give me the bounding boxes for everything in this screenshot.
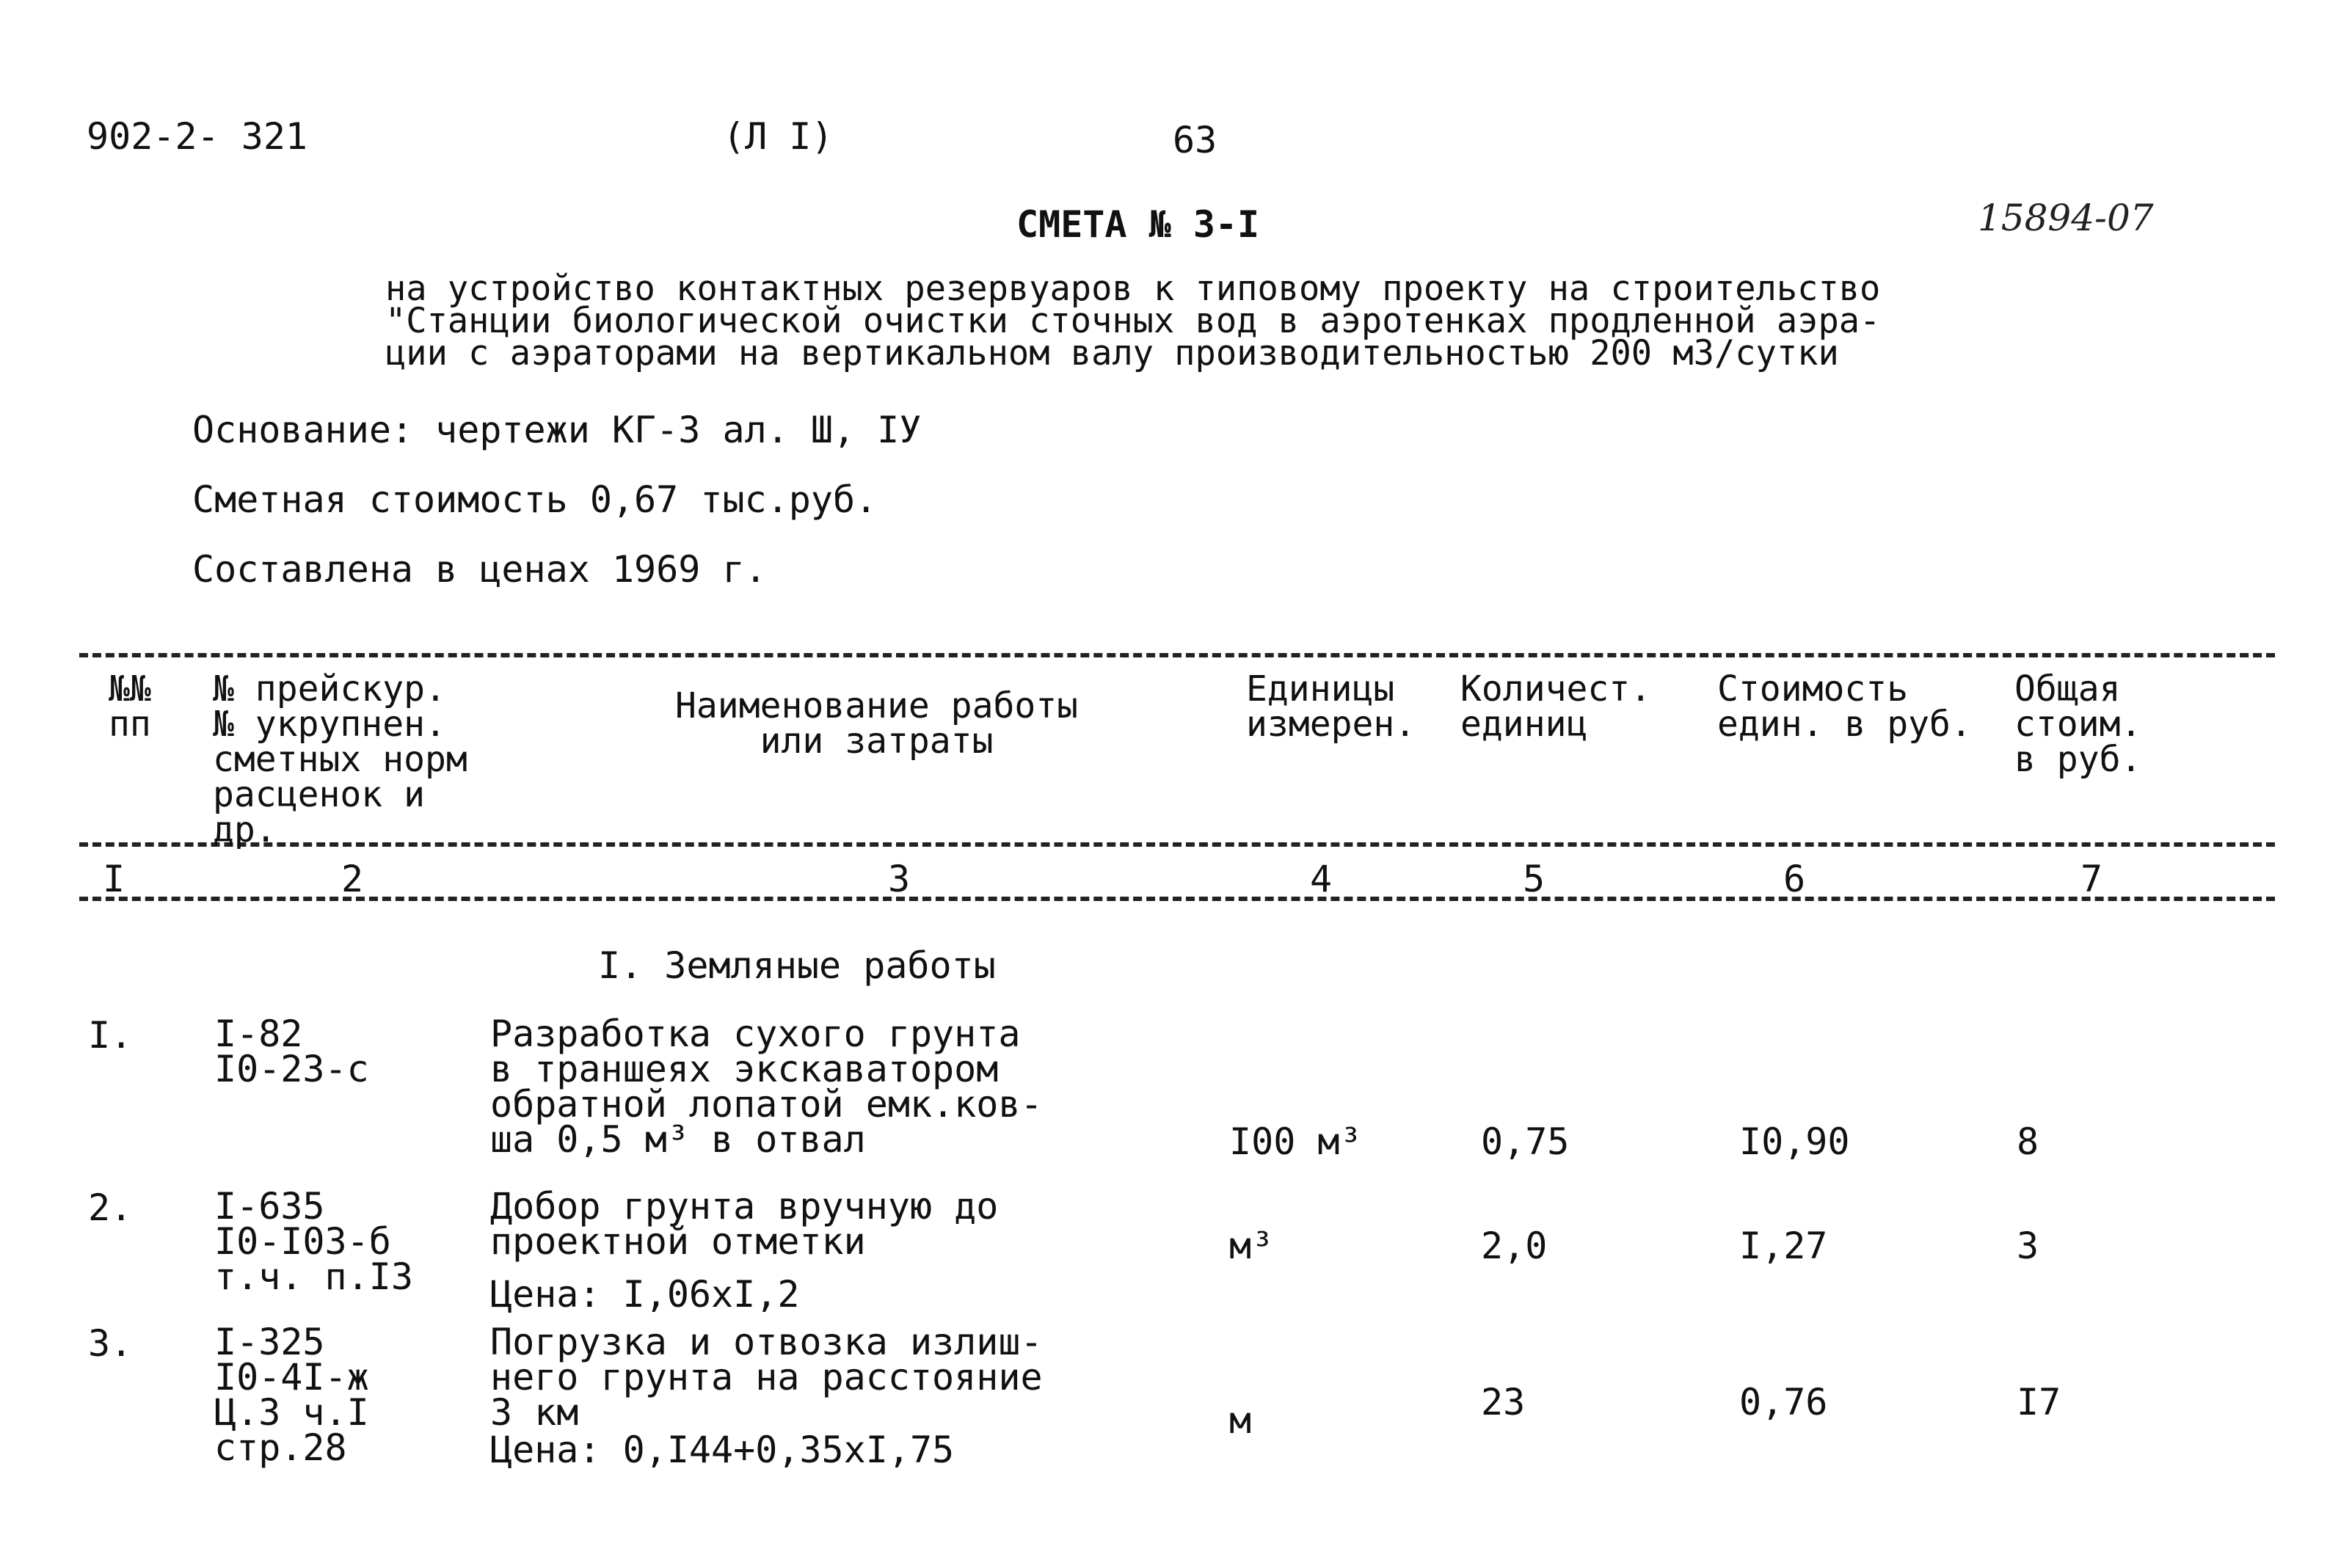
- column-number-1: I: [103, 858, 125, 900]
- section-title: I. Земляные работы: [598, 944, 996, 987]
- document-title: СМЕТА № 3-I: [1016, 203, 1260, 246]
- document-subtitle: [385, 269, 1881, 373]
- row-total: 3: [2017, 1225, 2039, 1267]
- subtitle-line-3: ции с аэраторами на вертикальном валу производительностью 200 м3/сутки: [385, 333, 1839, 373]
- column-number-6: 6: [1783, 858, 1806, 900]
- column-number-2: 2: [341, 858, 364, 900]
- column-number-5: 5: [1523, 858, 1546, 900]
- row-code: I-635 I0-I03-б т.ч. п.I3: [214, 1185, 413, 1298]
- column-number-7: 7: [2080, 858, 2103, 900]
- subtitle-line-2: "Станции биологической очистки сточных вод в аэротенках продленной аэра-: [385, 301, 1881, 341]
- row-number: 3.: [88, 1322, 133, 1365]
- price-level-line: Составлена в ценах 1969 г.: [192, 548, 767, 591]
- row-unit: м³: [1229, 1225, 1274, 1267]
- row-work-name: Разработка сухого грунта в траншеях экскаватором обратной лопатой емк.ков- ша 0,5 м³ в отвал: [490, 1013, 1043, 1161]
- header-total-cost: Общая стоим. в руб.: [2014, 668, 2142, 780]
- row-unit-price: 0,76: [1739, 1381, 1828, 1423]
- header-quantity: Количест. единиц: [1460, 668, 1652, 745]
- row-price-note: Цена: I,06xI,2: [490, 1273, 800, 1316]
- column-number-3: 3: [888, 858, 911, 900]
- table-numbering-rule: [79, 897, 2275, 901]
- header-row-number: №№ пп: [109, 668, 151, 745]
- row-number: 2.: [88, 1186, 133, 1229]
- page-number: 63: [1173, 119, 1217, 161]
- estimated-cost-line: Сметная стоимость 0,67 тыс.руб.: [192, 478, 878, 521]
- document-code: 902-2- 321: [87, 115, 308, 158]
- basis-line: Основание: чертежи КГ-3 ал. Ш, IУ: [192, 409, 922, 451]
- table-top-rule: [79, 653, 2275, 657]
- row-number: I.: [88, 1014, 133, 1057]
- header-pricelist-code: № прейскур. № укрупнен. сметных норм расценок и др.: [213, 668, 467, 850]
- album-number: (Л I): [723, 115, 834, 158]
- row-quantity: 2,0: [1481, 1225, 1548, 1267]
- column-number-4: 4: [1310, 858, 1333, 900]
- row-unit-price: I,27: [1739, 1225, 1828, 1267]
- row-total: I7: [2017, 1381, 2061, 1423]
- row-work-name: Добор грунта вручную до проектной отметки: [490, 1185, 999, 1263]
- subtitle-line-1: на устройство контактных резервуаров к типовому проекту на строительство: [385, 269, 1881, 309]
- row-code: I-82 I0-23-с: [214, 1013, 369, 1090]
- row-quantity: 0,75: [1481, 1120, 1570, 1163]
- header-unit-cost: Стоимость един. в руб.: [1717, 668, 1972, 745]
- row-unit: I00 м³: [1229, 1120, 1362, 1163]
- row-quantity: 23: [1481, 1381, 1526, 1423]
- row-code: I-325 I0-4I-ж Ц.3 ч.I стр.28: [214, 1321, 369, 1469]
- row-price-note: Цена: 0,I44+0,35xI,75: [490, 1429, 955, 1471]
- header-work-name: Наименование работы или затраты: [675, 685, 1079, 762]
- row-work-name: Погрузка и отвозка излиш- него грунта на расстояние 3 км: [490, 1321, 1043, 1434]
- header-unit: Единицы измерен.: [1246, 668, 1416, 745]
- row-unit-price: I0,90: [1739, 1120, 1850, 1163]
- archive-number: 15894-07: [1978, 197, 2154, 239]
- row-unit: м: [1229, 1399, 1252, 1442]
- row-total: 8: [2017, 1120, 2039, 1163]
